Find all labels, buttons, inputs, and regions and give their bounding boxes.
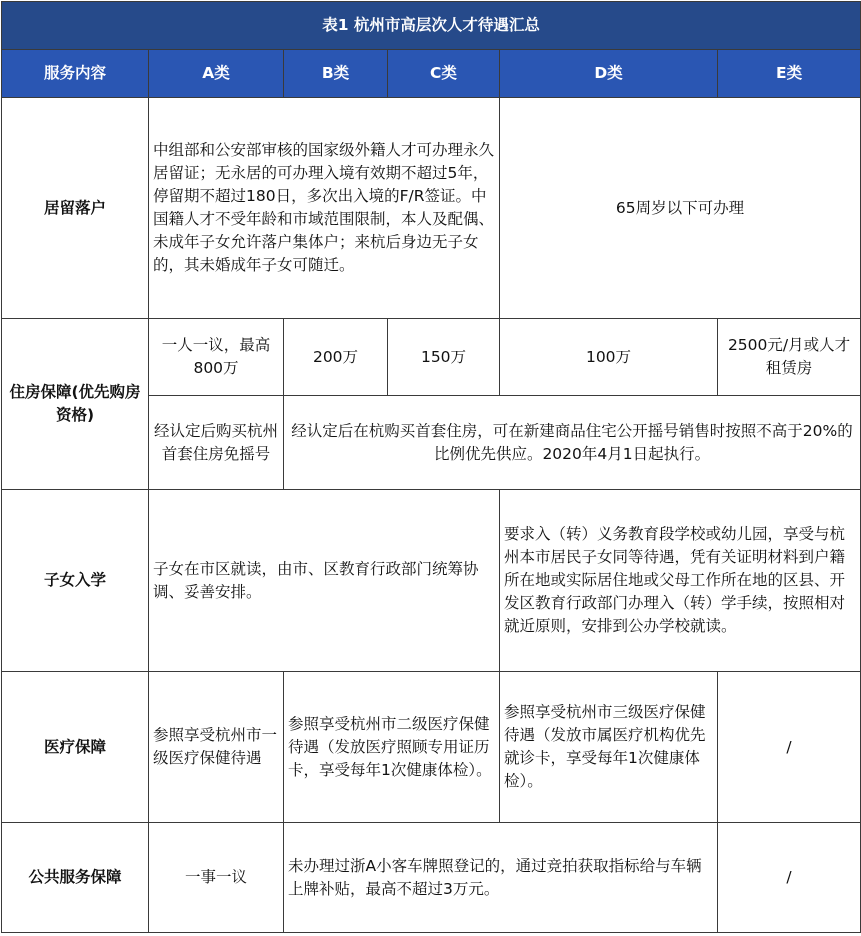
header-class-c: C类 xyxy=(388,50,500,98)
housing-b: 200万 xyxy=(284,319,388,396)
row-housing-1 xyxy=(2,319,861,396)
housing-d: 100万 xyxy=(500,319,718,396)
row-school xyxy=(2,490,861,672)
row-public xyxy=(2,823,861,933)
school-ac: 子女在市区就读，由市、区教育行政部门统筹协调、妥善安排。 xyxy=(149,490,500,672)
public-bd: 未办理过浙A小客车牌照登记的，通过竞拍获取指标给与车辆上牌补贴，最高不超过3万元。 xyxy=(284,823,718,933)
label-residence: 居留落户 xyxy=(2,98,149,319)
housing-a-detail: 经认定后购买杭州首套住房免摇号 xyxy=(149,396,284,490)
housing-e: 2500元/月或人才租赁房 xyxy=(718,319,861,396)
residence-ac: 中组部和公安部审核的国家级外籍人才可办理永久居留证；无永居的可办理入境有效期不超过5年，停留期不超过180日，多次出入境的F/R签证。中国籍人才不受年龄和市域范围限制，本人及配偶、未成年子女允许落户集体户；来杭后身边无子女的，其未婚成年子女可随迁。 xyxy=(149,98,500,319)
housing-be-detail: 经认定后在杭购买首套住房，可在新建商品住宅公开摇号销售时按照不高于20%的比例优先供应。2020年4月1日起执行。 xyxy=(284,396,861,490)
header-row xyxy=(2,50,861,98)
row-medical xyxy=(2,672,861,823)
residence-de: 65周岁以下可办理 xyxy=(500,98,861,319)
housing-a: 一人一议，最高800万 xyxy=(149,319,284,396)
label-public: 公共服务保障 xyxy=(2,823,149,933)
label-housing: 住房保障(优先购房资格) xyxy=(2,319,149,490)
medical-e: / xyxy=(718,672,861,823)
public-a: 一事一议 xyxy=(149,823,284,933)
header-class-e: E类 xyxy=(718,50,861,98)
housing-c: 150万 xyxy=(388,319,500,396)
talent-benefits-table xyxy=(1,1,861,933)
school-de: 要求入（转）义务教育段学校或幼儿园，享受与杭州本市居民子女同等待遇，凭有关证明材料到户籍所在地或实际居住地或父母工作所在地的区县、开发区教育行政部门办理入（转）学手续，按照相对就近原则，安排到公办学校就读。 xyxy=(500,490,861,672)
public-e: / xyxy=(718,823,861,933)
title-row xyxy=(2,2,861,50)
medical-bc: 参照享受杭州市二级医疗保健待遇（发放医疗照顾专用证历卡，享受每年1次健康体检）。 xyxy=(284,672,500,823)
header-class-a: A类 xyxy=(149,50,284,98)
header-service: 服务内容 xyxy=(2,50,149,98)
label-school: 子女入学 xyxy=(2,490,149,672)
label-medical: 医疗保障 xyxy=(2,672,149,823)
medical-d: 参照享受杭州市三级医疗保健待遇（发放市属医疗机构优先就诊卡，享受每年1次健康体检）。 xyxy=(500,672,718,823)
medical-a: 参照享受杭州市一级医疗保健待遇 xyxy=(149,672,284,823)
header-class-b: B类 xyxy=(284,50,388,98)
table-title: 表1 杭州市高层次人才待遇汇总 xyxy=(2,2,861,50)
header-class-d: D类 xyxy=(500,50,718,98)
row-residence xyxy=(2,98,861,319)
